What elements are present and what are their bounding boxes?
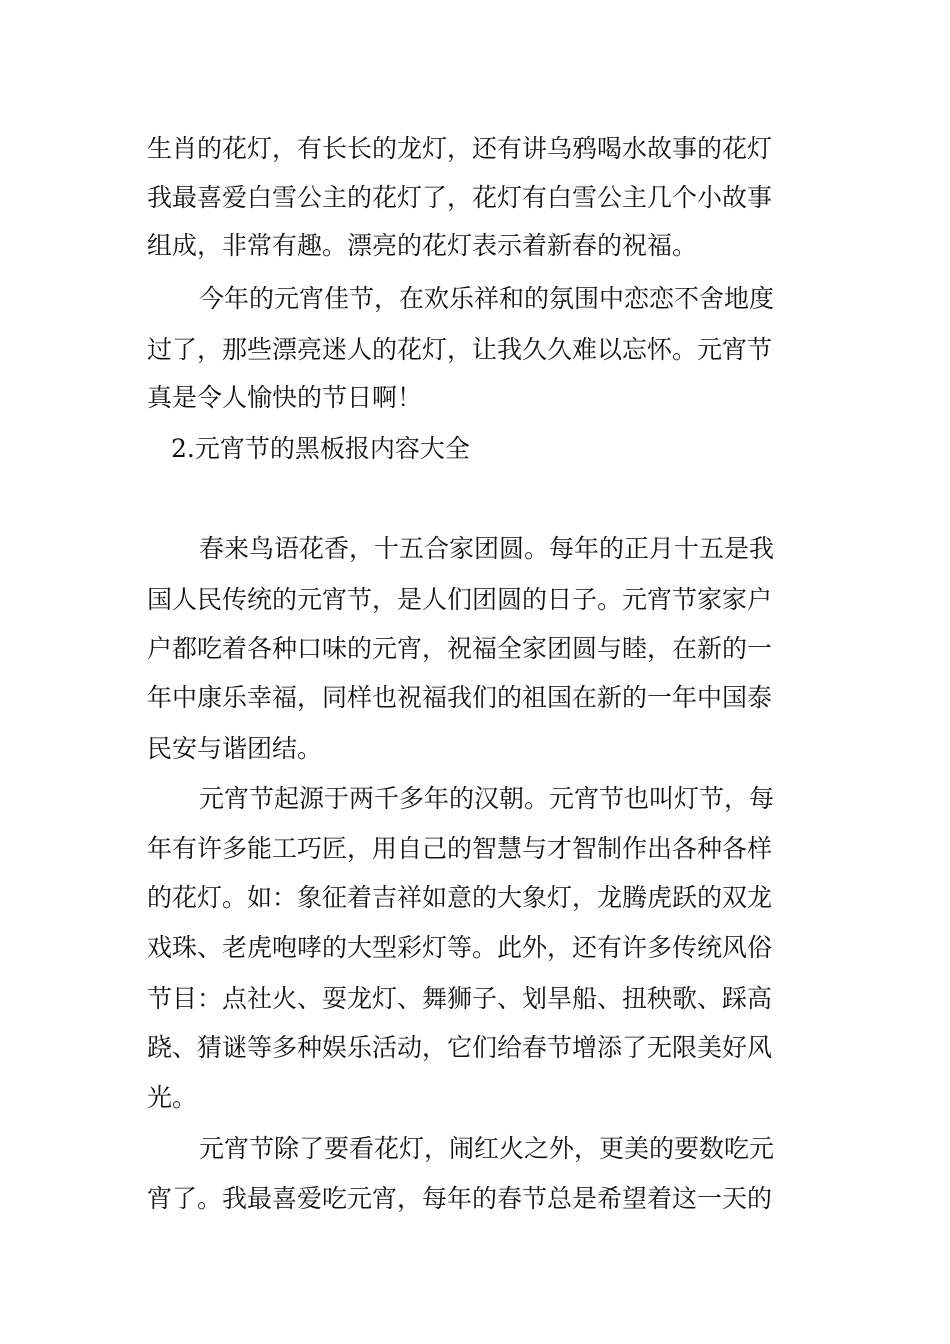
text-line: 节目：点社火、耍龙灯、舞狮子、划旱船、扭秧歌、踩高 (147, 984, 773, 1013)
text-line: 生肖的花灯，有长长的龙灯，还有讲乌鸦喝水故事的花灯 (147, 134, 773, 163)
text-line: 春来鸟语花香，十五合家团圆。每年的正月十五是我 (199, 534, 775, 563)
text-line: 光。 (147, 1083, 198, 1112)
text-line: 组成，非常有趣。漂亮的花灯表示着新春的祝福。 (147, 231, 698, 260)
text-line: 真是令人愉快的节日啊！ (147, 383, 423, 412)
text-line: 戏珠、老虎咆哮的大型彩灯等。此外，还有许多传统风俗 (147, 933, 773, 962)
text-line: 我最喜爱白雪公主的花灯了，花灯有白雪公主几个小故事 (147, 183, 773, 212)
text-line: 户都吃着各种口味的元宵，祝福全家团圆与睦，在新的一 (147, 634, 773, 663)
text-line: 元宵节除了要看花灯，闹红火之外，更美的要数吃元 (199, 1134, 775, 1163)
text-line: 跷、猜谜等多种娱乐活动，它们给春节增添了无限美好风 (147, 1033, 773, 1062)
text-line: 年有许多能工巧匠，用自己的智慧与才智制作出各种各样 (147, 834, 773, 863)
text-line: 的花灯。如：象征着吉祥如意的大象灯，龙腾虎跃的双龙 (147, 883, 773, 912)
text-line: 过了，那些漂亮迷人的花灯，让我久久难以忘怀。元宵节 (147, 335, 773, 364)
text-line: 年中康乐幸福，同样也祝福我们的祖国在新的一年中国泰 (147, 683, 773, 712)
section-heading: 2.元宵节的黑板报内容大全 (171, 434, 470, 463)
text-line: 今年的元宵佳节，在欢乐祥和的氛围中恋恋不舍地度 (199, 284, 775, 313)
text-line: 国人民传统的元宵节，是人们团圆的日子。元宵节家家户 (147, 585, 773, 614)
text-line: 宵了。我最喜爱吃元宵，每年的春节总是希望着这一天的 (147, 1184, 773, 1213)
text-line: 民安与谐团结。 (147, 734, 323, 763)
text-line: 元宵节起源于两千多年的汉朝。元宵节也叫灯节，每 (199, 784, 775, 813)
